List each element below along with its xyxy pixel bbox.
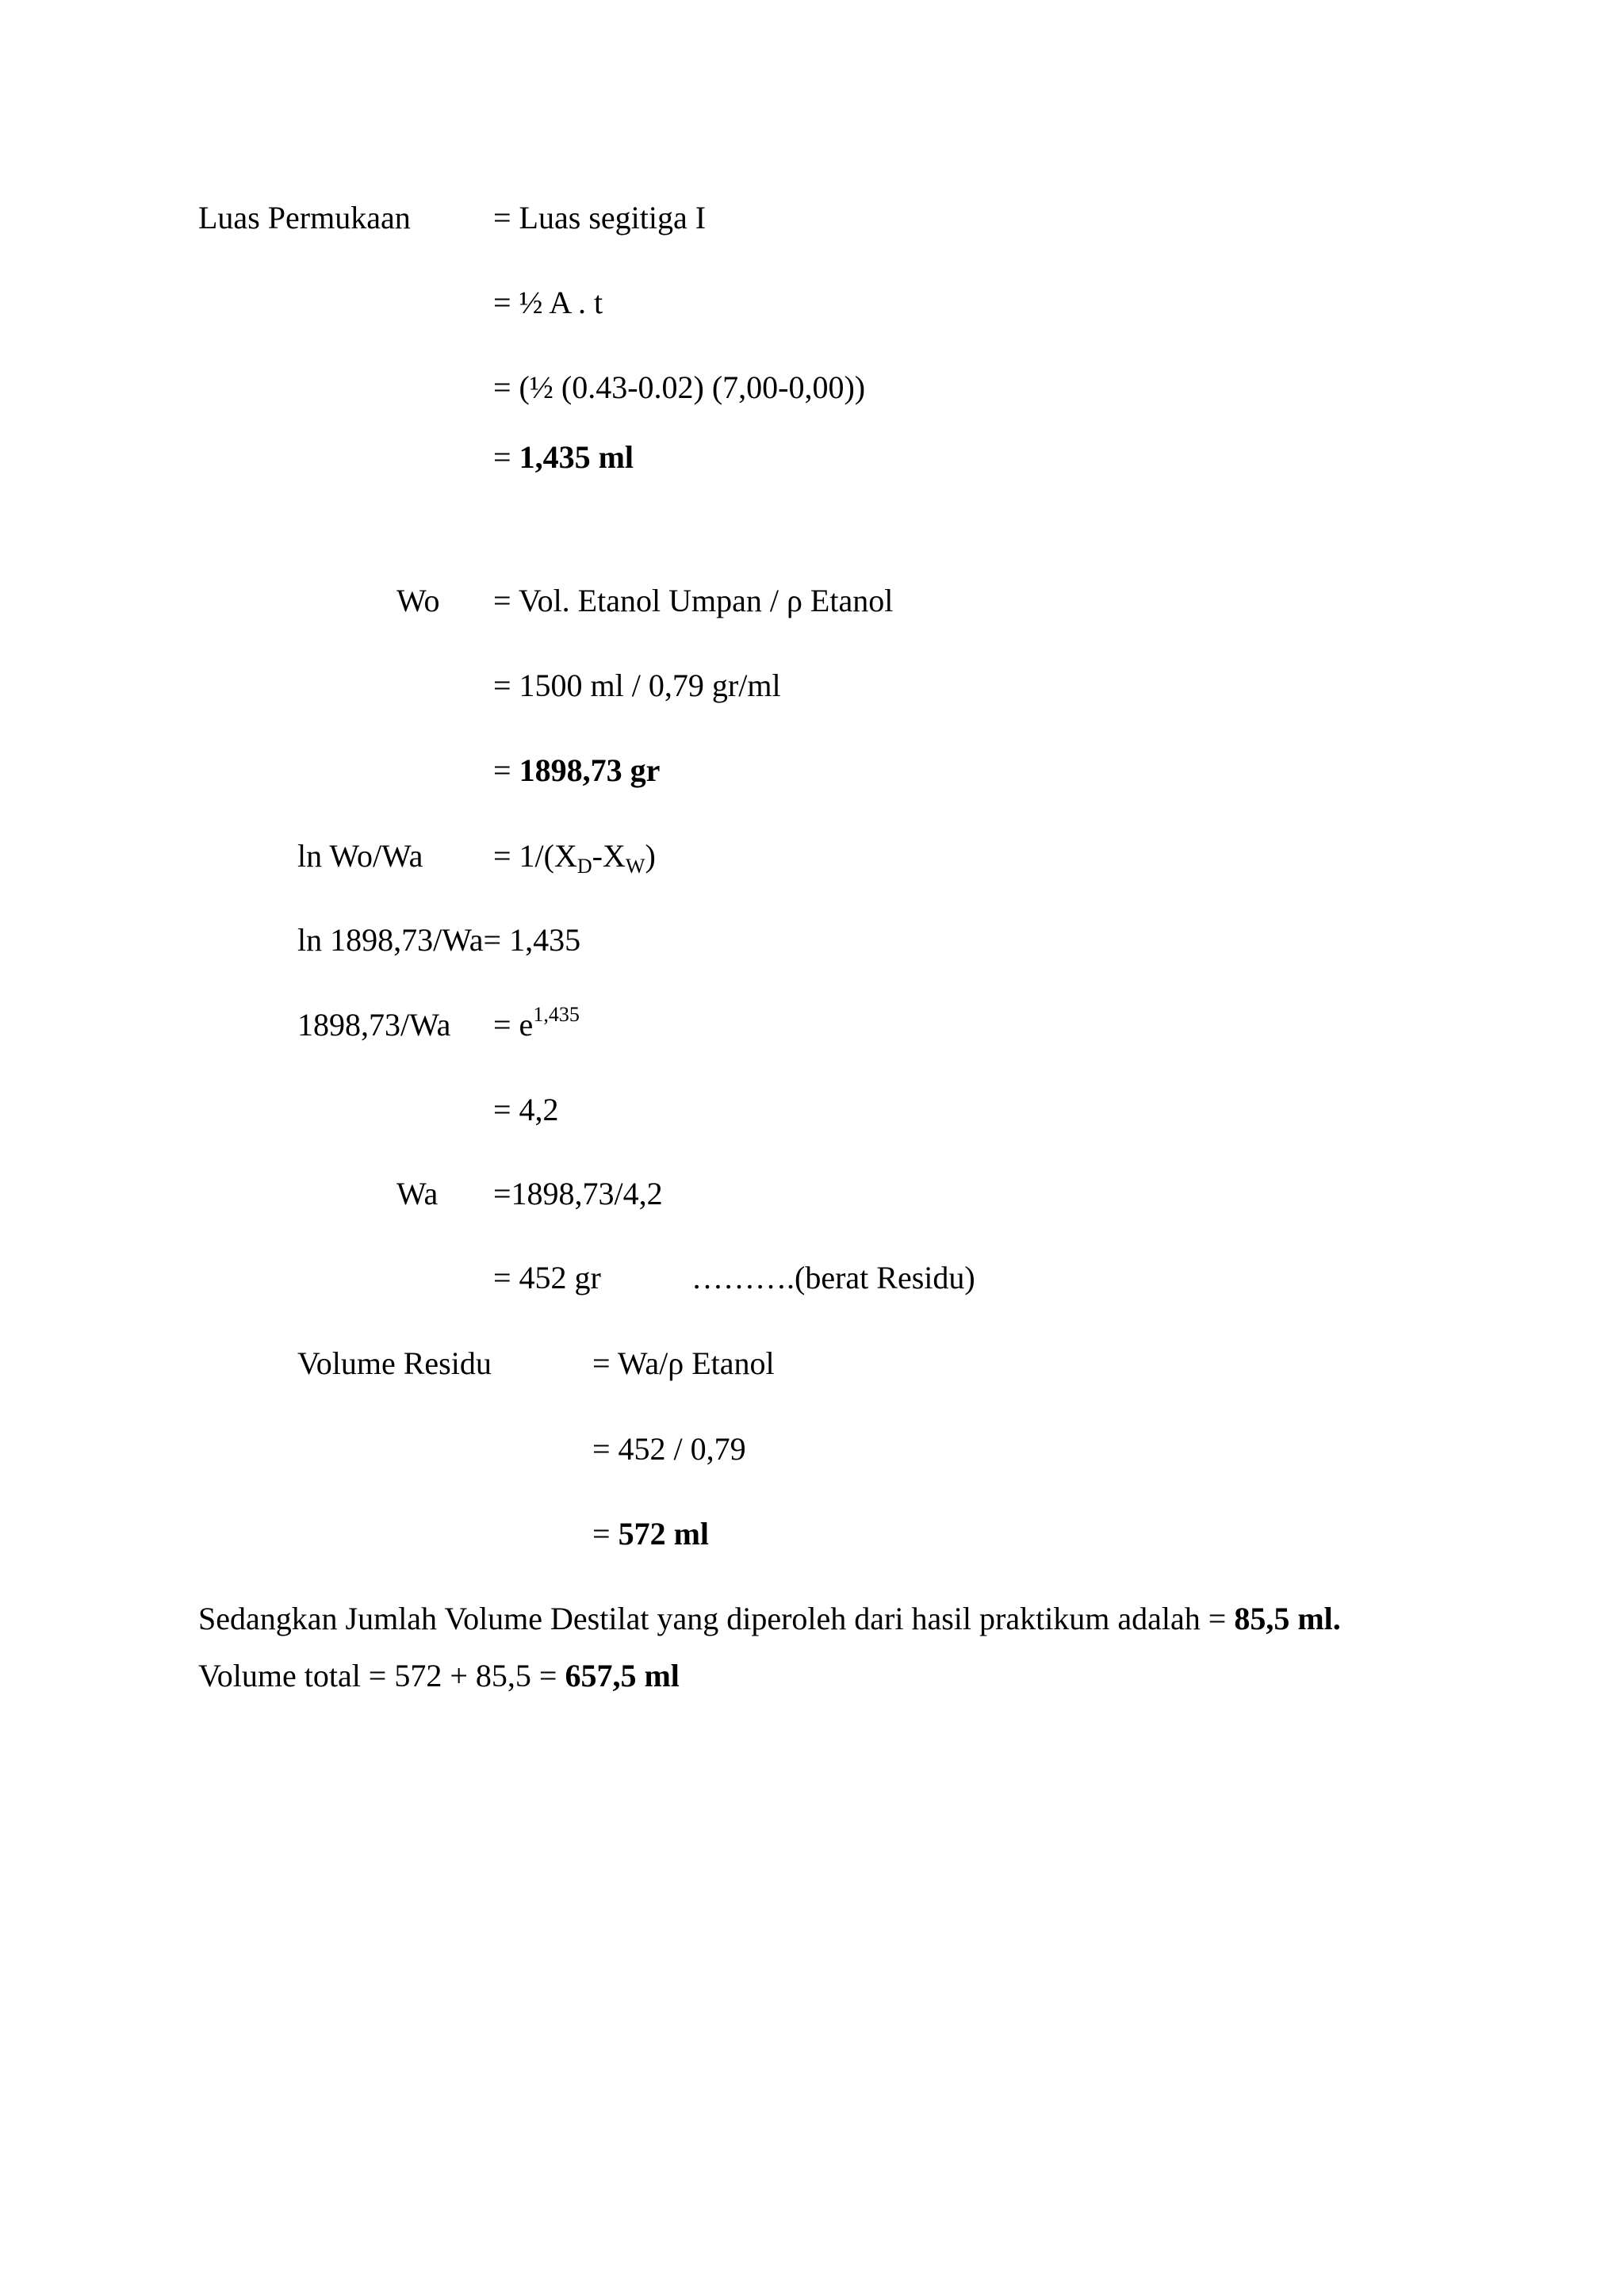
wo-result-prefix: = bbox=[493, 752, 519, 788]
wo-result-line bbox=[493, 752, 661, 788]
ln-line-3-exponent: 1,435 bbox=[533, 1003, 580, 1026]
luas-result-line bbox=[493, 439, 634, 475]
volume-residu-label: Volume Residu bbox=[297, 1345, 492, 1381]
luas-equation-line-2: = ½ A . t bbox=[493, 285, 603, 320]
wo-result-value: 1898,73 gr bbox=[519, 752, 661, 788]
luas-equation-line-3: = (½ (0.43-0.02) (7,00-0,00)) bbox=[493, 369, 866, 405]
residu-result-line bbox=[592, 1518, 709, 1550]
wa-equation-line-1: =1898,73/4,2 bbox=[493, 1176, 663, 1211]
ln-sub-d: D bbox=[576, 855, 592, 878]
ln-line-3-equation bbox=[493, 1003, 580, 1043]
wa-note: ……….(berat Residu) bbox=[691, 1260, 975, 1295]
luas-result-value: 1,435 ml bbox=[519, 439, 634, 475]
luas-result-prefix: = bbox=[493, 439, 519, 475]
conclusion-line-2-value: 657,5 ml bbox=[565, 1658, 680, 1693]
conclusion-line-1 bbox=[198, 1603, 1341, 1635]
ln-label: ln Wo/Wa bbox=[297, 838, 423, 874]
ln-eq-suffix: ) bbox=[645, 838, 656, 874]
ln-eq-prefix: = 1/(X bbox=[493, 838, 577, 874]
wa-equation-line-2: = 452 gr bbox=[493, 1260, 601, 1295]
residu-result-prefix: = bbox=[592, 1516, 619, 1552]
conclusion-line-2 bbox=[198, 1660, 680, 1692]
ln-line-2: ln 1898,73/Wa= 1,435 bbox=[297, 922, 581, 958]
ln-sub-w: W bbox=[625, 855, 645, 878]
wo-equation-line-1: = Vol. Etanol Umpan / ρ Etanol bbox=[493, 583, 894, 618]
residu-equation-line-1: = Wa/ρ Etanol bbox=[592, 1345, 775, 1381]
wa-label: Wa bbox=[396, 1176, 439, 1211]
ln-line-4: = 4,2 bbox=[493, 1092, 559, 1127]
conclusion-line-1-value: 85,5 ml. bbox=[1234, 1601, 1341, 1636]
ln-line-3-prefix: = e bbox=[493, 1007, 534, 1043]
conclusion-line-1-text: Sedangkan Jumlah Volume Destilat yang diperoleh dari hasil praktikum adalah = bbox=[198, 1601, 1235, 1636]
ln-equation bbox=[493, 838, 656, 878]
wo-label: Wo bbox=[396, 583, 440, 618]
luas-equation-line-1: = Luas segitiga I bbox=[493, 200, 707, 235]
ln-line-3-label: 1898,73/Wa bbox=[297, 1007, 451, 1043]
ln-eq-mid: -X bbox=[592, 838, 626, 874]
wo-equation-line-2: = 1500 ml / 0,79 gr/ml bbox=[493, 668, 781, 703]
residu-equation-line-2: = 452 / 0,79 bbox=[592, 1431, 746, 1467]
conclusion-line-2-text: Volume total = 572 + 85,5 = bbox=[198, 1658, 565, 1693]
residu-result-value: 572 ml bbox=[618, 1516, 709, 1552]
luas-permukaan-label: Luas Permukaan bbox=[198, 200, 411, 235]
